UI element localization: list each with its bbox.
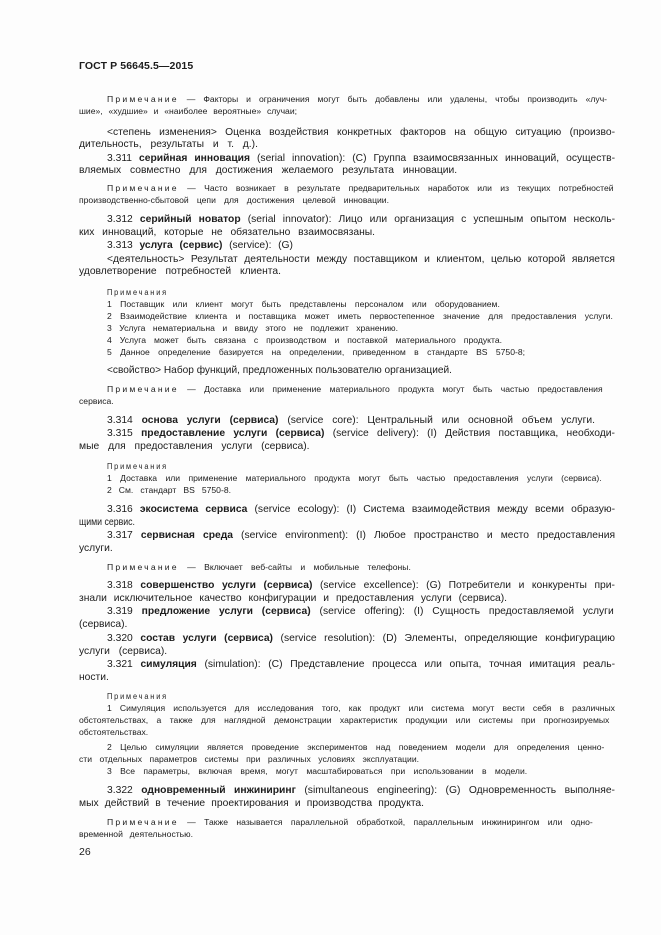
- text-run: (service offering): (I) Сущность предоставляемой услуги: [310, 606, 614, 617]
- text-run: 1 Доставка или применение материального продукта могут быть частью предоставления услуги (сервиса).: [107, 473, 602, 483]
- text-run: обстоятельствах, а также для наглядной демонстрации характеристик продукции или системы при прогнозируемых: [79, 715, 610, 725]
- text-line: [107, 415, 595, 426]
- text-run: сти отдельных параметров системы при различных условиях эксплуатации.: [79, 754, 420, 764]
- text-run: 1 Симуляция используется для исследования того, как продукт или система могут вести себя в различных: [107, 703, 615, 713]
- text-run: дительность, результаты и т. д.).: [79, 139, 258, 150]
- note-label: Примечания: [107, 287, 169, 297]
- note-label: Примечание: [107, 94, 179, 104]
- text-run: 2 См. стандарт BS 5750-8.: [107, 485, 231, 495]
- text-run: (service ecology): (I) Система взаимодействия между всеми образую-: [247, 504, 616, 515]
- note-line: [107, 335, 502, 345]
- text-run: (serial innovator): Лицо или организация с успешным опытом несколь-: [240, 214, 616, 225]
- text-run: <степень изменения> Оценка воздействия конкретных факторов на общую ситуацию (произво-: [107, 127, 616, 138]
- term: услуга (сервис): [139, 240, 223, 251]
- text-run: 4 Услуга может быть связана с производством и поставкой материального продукта.: [107, 335, 502, 345]
- text-line: [79, 517, 135, 528]
- text-line: [107, 504, 615, 515]
- text-run: 3.320: [107, 633, 141, 644]
- note-label: Примечание: [107, 183, 179, 193]
- term: состав услуги (сервиса): [140, 633, 273, 644]
- note-label: Примечание: [107, 562, 179, 572]
- text-line: [79, 165, 457, 176]
- text-run: (service resolution): (D) Элементы, определяющие конфигурацию: [272, 633, 615, 644]
- term: предоставление услуги (сервиса): [141, 428, 325, 439]
- text-run: мые для предоставления услуги (сервиса).: [79, 441, 310, 452]
- text-line: [79, 593, 507, 604]
- note-line: [107, 461, 168, 471]
- text-line: [79, 139, 258, 150]
- note-line: [107, 311, 613, 321]
- text-run: — Часто возникает в результате предварительных наработок или из текущих потребностей: [178, 183, 614, 193]
- text-line: [107, 365, 452, 376]
- text-run: шие», «худшие» и «наиболее вероятные» случаи;: [79, 106, 298, 116]
- text-line: [107, 659, 615, 670]
- text-run: — Факторы и ограничения могут быть добавлены или удалены, чтобы производить «луч-: [178, 94, 608, 104]
- note-label: Примечания: [107, 691, 169, 701]
- note-line: [107, 485, 231, 495]
- text-run: щими сервис.: [79, 517, 135, 528]
- term: основа услуги (сервиса): [141, 415, 279, 426]
- note-line: [79, 396, 114, 406]
- text-run: (service delivery): (I) Действия поставщика, необходи-: [324, 428, 615, 439]
- text-run: 3.314: [107, 415, 142, 426]
- text-line: [107, 580, 615, 591]
- text-run: — Включает веб-сайты и мобильные телефоны.: [178, 562, 411, 572]
- note-line: [107, 384, 603, 394]
- note-line: [107, 703, 615, 713]
- note-line: [79, 715, 609, 725]
- text-run: 3.316: [107, 504, 140, 515]
- note-line: [107, 94, 607, 104]
- note-line: [107, 347, 525, 357]
- text-run: производственно-сбытовой цепи для достижения целевой инновации.: [79, 195, 389, 205]
- text-run: <деятельность> Результат деятельности между поставщиком и клиентом, целью которой является: [107, 254, 616, 265]
- term: одновременный инжиниринг: [141, 785, 296, 796]
- text-run: 3.321: [107, 659, 141, 670]
- text-run: 5 Данное определение базируется на определении, приведенном в стандарте BS 5750-8;: [107, 347, 526, 357]
- note-line: [79, 195, 389, 205]
- note-label: Примечание: [107, 384, 179, 394]
- text-run: (service core): Центральный или основной объем услуги.: [278, 415, 595, 426]
- text-line: [107, 428, 615, 439]
- term: сервисная среда: [140, 530, 233, 541]
- note-line: [107, 766, 527, 776]
- text-line: [79, 672, 109, 683]
- note-line: [79, 106, 297, 116]
- term: симуляция: [140, 659, 197, 670]
- note-line: [107, 287, 168, 297]
- text-run: 2 Целью симуляции является проведение экспериментов над поведением модели для определения ценно-: [107, 742, 605, 752]
- note-line: [107, 299, 500, 309]
- text-run: 3.317: [107, 530, 141, 541]
- text-run: 1 Поставщик или клиент могут быть представлены персоналом или оборудованием.: [107, 299, 500, 309]
- text-line: [79, 227, 375, 238]
- note-label: Примечания: [107, 461, 169, 471]
- note-line: [107, 473, 602, 483]
- term: экосистема сервиса: [139, 504, 248, 515]
- text-run: временной деятельностью.: [79, 829, 193, 839]
- text-run: 3.315: [107, 428, 142, 439]
- text-run: мых действий в течение проектирования и производства продукта.: [79, 798, 425, 809]
- term: предложение услуги (сервиса): [141, 606, 311, 617]
- note-line: [107, 691, 168, 701]
- text-run: 3.313: [107, 240, 140, 251]
- note-line: [79, 754, 419, 764]
- text-run: (simulation): (C) Представление процесса или опыта, точная имитация реаль-: [196, 659, 615, 670]
- text-run: (simultaneous engineering): (G) Одновременность выполняе-: [295, 785, 615, 796]
- text-line: [107, 127, 615, 138]
- note-line: [107, 817, 593, 827]
- note-line: [79, 727, 148, 737]
- term: серийная инновация: [139, 153, 250, 164]
- document-header: ГОСТ Р 56645.5—2015: [79, 60, 194, 72]
- text-run: (service excellence): (G) Потребители и конкуренты при-: [312, 580, 615, 591]
- text-run: обстоятельствах.: [79, 727, 149, 737]
- text-run: (service environment): (I) Любое пространство и место предоставления: [233, 530, 616, 541]
- text-line: [79, 441, 310, 452]
- note-label: Примечание: [107, 817, 179, 827]
- text-run: услуги.: [79, 543, 113, 554]
- text-line: [107, 153, 615, 164]
- text-run: ких инноваций, которые не обязательно взаимосвязаны.: [79, 227, 376, 238]
- text-run: сервиса.: [79, 396, 114, 406]
- text-run: 3.322: [107, 785, 142, 796]
- text-run: — Доставка или применение материального продукта могут быть частью предоставления: [178, 384, 603, 394]
- note-line: [107, 183, 614, 193]
- text-run: ности.: [79, 672, 109, 683]
- note-line: [107, 742, 604, 752]
- text-line: [107, 633, 615, 644]
- page-number: 26: [79, 846, 91, 858]
- text-run: 3 Услуга нематериальна и ввиду этого не подлежит хранению.: [107, 323, 398, 333]
- text-line: [79, 543, 113, 554]
- term: совершенство услуги (сервиса): [140, 580, 313, 591]
- text-run: 2 Взаимодействие клиента и поставщика может иметь первостепенное значение для предоставления услуги.: [107, 311, 613, 321]
- text-line: [79, 646, 167, 657]
- text-line: [107, 240, 293, 251]
- text-run: удовлетворение потребностей клиента.: [79, 266, 281, 277]
- text-run: вляемых совместно для достижения желаемого результата инновации.: [79, 165, 458, 176]
- text-line: [107, 530, 615, 541]
- text-run: 3.319: [107, 606, 142, 617]
- text-run: 3 Все параметры, включая время, могут масштабироваться при использовании в модели.: [107, 766, 528, 776]
- text-line: [107, 606, 614, 617]
- text-line: [79, 798, 424, 809]
- text-run: (serial innovation): (C) Группа взаимосвязанных инноваций, осуществ-: [250, 153, 616, 164]
- text-run: (сервиса).: [79, 619, 128, 630]
- text-run: <свойство> Набор функций, предложенных пользователю организацией.: [107, 365, 452, 376]
- text-run: знали исключительное качество конфигурации и предоставления услуги (сервиса).: [79, 593, 508, 604]
- text-run: услуги (сервиса).: [79, 646, 168, 657]
- text-run: — Также называется параллельной обработкой, параллельным инжинирингом или одно-: [178, 817, 593, 827]
- text-line: [107, 785, 615, 796]
- text-line: [107, 214, 615, 225]
- text-run: 3.318: [107, 580, 141, 591]
- text-line: [107, 254, 615, 265]
- note-line: [79, 829, 193, 839]
- text-line: [79, 619, 127, 630]
- text-run: (service): (G): [222, 240, 293, 251]
- term: серийный новатор: [139, 214, 241, 225]
- note-line: [107, 323, 398, 333]
- text-line: [79, 266, 281, 277]
- text-run: 3.312: [107, 214, 140, 225]
- note-line: [107, 562, 411, 572]
- text-run: 3.311: [107, 153, 139, 164]
